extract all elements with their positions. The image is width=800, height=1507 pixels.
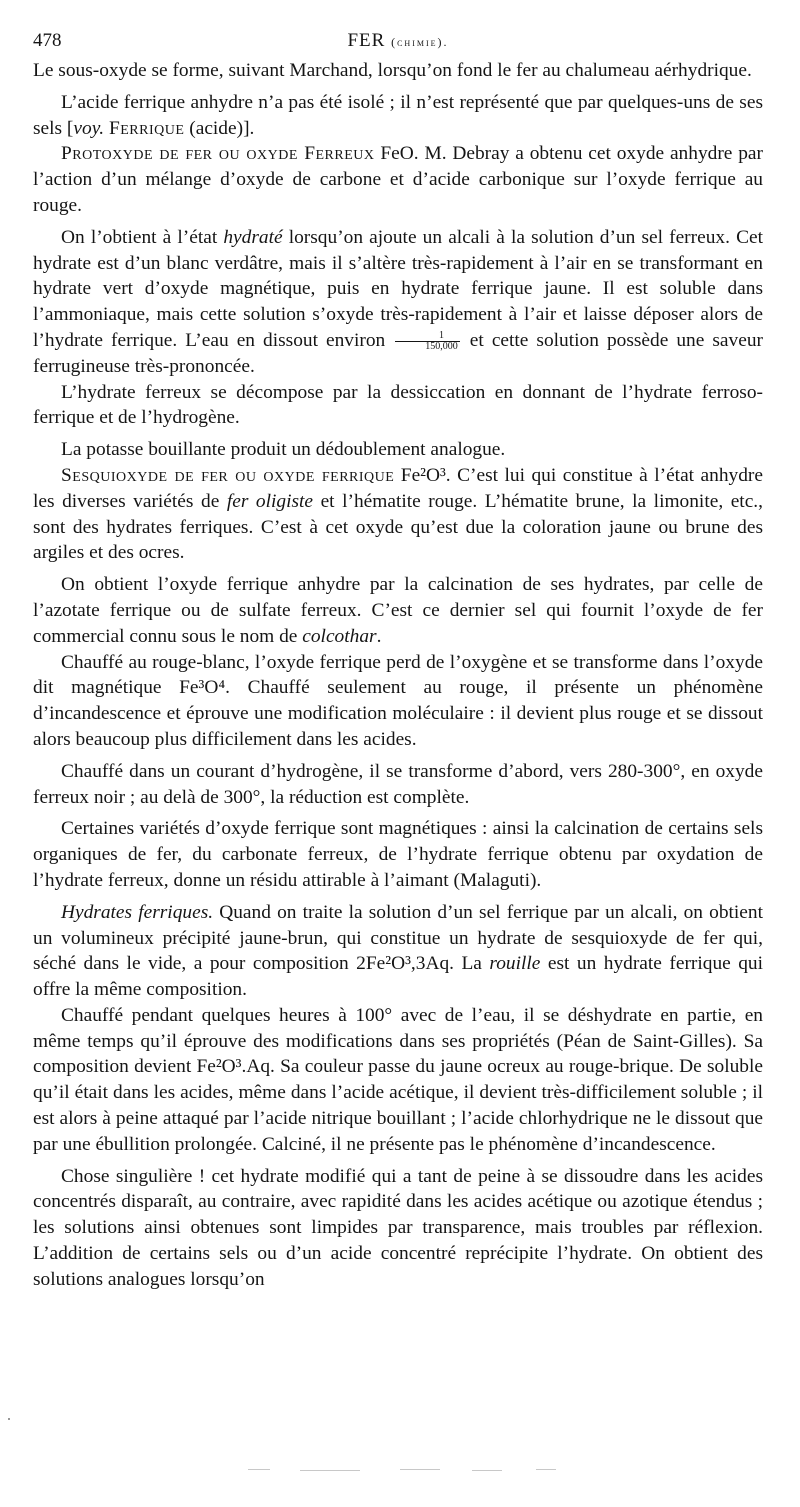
scan-artifact-line — [536, 1469, 556, 1470]
running-title-main: FER — [347, 30, 386, 51]
emphasis: fer oligiste — [226, 490, 314, 512]
emphasis: hydraté — [223, 226, 283, 248]
scan-artifact-line — [248, 1469, 270, 1470]
paragraph-acide-ferrique — [33, 90, 763, 142]
paragraph-deshydrate: Chauffé pendant quelques heures à 100° avec de l’eau, il se déshydrate en partie, en même temps qu’il éprouve des modifications dans ses propriétés (Péan de Saint-Gilles). Sa composition devient Fe²O³.Aq. Sa couleur passe du jaune ocreux au rouge-brique. De soluble qu’il était dans les acides, même dans l’acide acétique, il devient très-difficilement soluble ; il est alors à peine attaqué par l’acide nitrique bouillant ; l’acide chlorhydrique ne le dissout que par une ébullition prolongée. Calciné, il ne présente pas le phénomène d’incandescence. — [33, 1004, 763, 1155]
paragraph-text: et cette solution possède une saveur ferrugineuse très-prononcée. — [33, 329, 763, 377]
paragraph-magnetiques: Certaines variétés d’oxyde ferrique sont magnétiques : ainsi la calcination de certains sels organiques de fer, du carbonate ferreux, de l’hydrate ferrique obtenu par oxydation de l’hydrate ferreux, donne un résidu attirable à l’aimant (Malaguti). — [33, 818, 763, 891]
paragraph-text: . — [376, 625, 382, 647]
paragraph-text: L’acide ferrique anhydre n’a pas été isolé ; il n’est représenté que par quelques-uns de ses sels [ — [33, 91, 763, 139]
paragraph-text: lorsqu’on ajoute un alcali à la solution d’un sel ferreux. Cet hydrate est d’un blanc verdâtre, mais il s’altère très-rapidement à l’air en se transformant en hydrate vert d’oxyde magnétique, puis en hydrate ferrique jaune. Il est soluble dans l’ammoniaque, mais cette solution s’oxyde très-rapidement à l’air et laisse déposer alors de l’hydrate ferrique. L’eau en dissout environ — [33, 226, 763, 351]
scan-speck — [8, 1418, 10, 1420]
section-heading: Protoxyde de fer ou oxyde Ferreux — [61, 143, 375, 165]
paragraph-text: Quand on traite la solution d’un sel ferrique par un alcali, on obtient un volumineux précipité jaune-brun, qui constitue un hydrate de sesquioxyde de fer qui, séché dans le vide, a pour composition 2Fe²O³,3Aq. La — [33, 901, 763, 975]
scan-artifact-line — [300, 1470, 360, 1471]
chemical-formula: FeO. — [380, 143, 419, 165]
paragraph-hydrate-ferreux — [33, 225, 763, 380]
paragraph-text: est un hydrate ferrique qui offre la même composition. — [33, 953, 764, 1001]
body-text — [33, 58, 763, 1293]
paragraph-text: C’est lui qui constitue à l’état anhydre les diverses variétés de — [33, 464, 763, 512]
paragraph-protoxyde — [33, 141, 763, 218]
paragraph-text: et l’hématite rouge. L’hématite brune, la limonite, etc., sont des hydrates ferriques. C’est à cet oxyde qu’est due la coloration jaune ou brune des argiles et des ocres. — [33, 490, 763, 564]
scan-artifact-line — [400, 1469, 440, 1470]
running-title-sub: (chimie). — [391, 35, 449, 49]
chemical-formula: Fe²O³. — [400, 464, 451, 486]
fraction-numerator: 1 — [395, 331, 460, 342]
see-abbreviation: voy. — [73, 117, 105, 139]
paragraph-calcination — [33, 572, 763, 649]
fraction — [395, 331, 460, 352]
paragraph-rouge-blanc: Chauffé au rouge-blanc, l’oxyde ferrique perd de l’oxygène et se transforme dans l’oxyde dit magnétique Fe³O⁴. Chauffé seulement au rouge, il présente un phénomène d’incandescence et éprouve une modification moléculaire : il devient plus rouge et se dissout alors beaucoup plus difficilement dans les acides. — [33, 651, 763, 750]
fraction-denominator: 150,000 — [425, 341, 458, 353]
page-header — [33, 30, 763, 54]
paragraph-text: M. Debray a obtenu cet oxyde anhydre par l’action d’un mélange d’oxyde de carbone et d’acide carbonique sur l’oxyde ferrique au rouge. — [33, 143, 763, 216]
paragraph-sesquioxyde — [33, 463, 763, 566]
emphasis: colcothar — [302, 625, 377, 647]
paragraph-hydrates-ferriques — [33, 900, 763, 1003]
paragraph-text: On l’obtient à l’état — [61, 226, 224, 248]
section-heading: Sesquioxyde de fer ou oxyde ferrique — [61, 464, 395, 486]
running-title — [33, 30, 763, 52]
scan-artifact-line — [472, 1470, 502, 1471]
paragraph-text: On obtient l’oxyde ferrique anhydre par la calcination de ses hydrates, par celle de l’azotate ferrique ou de sulfate ferreux. C’est ce dernier sel qui fournit l’oxyde de fer commercial connu sous le nom de — [33, 574, 763, 647]
paragraph-chose-singuliere: Chose singulière ! cet hydrate modifié qui a tant de peine à se dissoudre dans les acides concentrés disparaît, au contraire, avec rapidité dans les acides acétique ou azotique étendus ; les solutions ainsi obtenues sont limpides par transparence, mais troubles par réflexion. L’addition de certains sels ou d’un acide concentré reprécipite l’hydrate. On obtient des solutions analogues lorsqu’on — [33, 1165, 763, 1290]
emphasis: Hydrates ferriques. — [61, 901, 214, 923]
paragraph-text: (acide)]. — [184, 117, 255, 139]
paragraph-potasse: La potasse bouillante produit un dédoublement analogue. — [61, 439, 506, 461]
paragraph-dessiccation: L’hydrate ferreux se décompose par la dessiccation en donnant de l’hydrate ferroso-ferrique et de l’hydrogène. — [33, 381, 763, 429]
cross-reference: Ferrique — [108, 117, 185, 139]
paragraph-sous-oxyde: Le sous-oxyde se forme, suivant Marchand, lorsqu’on fond le fer au chalumeau aérhydrique. — [33, 60, 752, 81]
emphasis: rouille — [489, 953, 541, 975]
paragraph-hydrogene: Chauffé dans un courant d’hydrogène, il se transforme d’abord, vers 280-300°, en oxyde ferreux noir ; au delà de 300°, la réduction est complète. — [33, 760, 763, 808]
page-number: 478 — [33, 30, 62, 51]
